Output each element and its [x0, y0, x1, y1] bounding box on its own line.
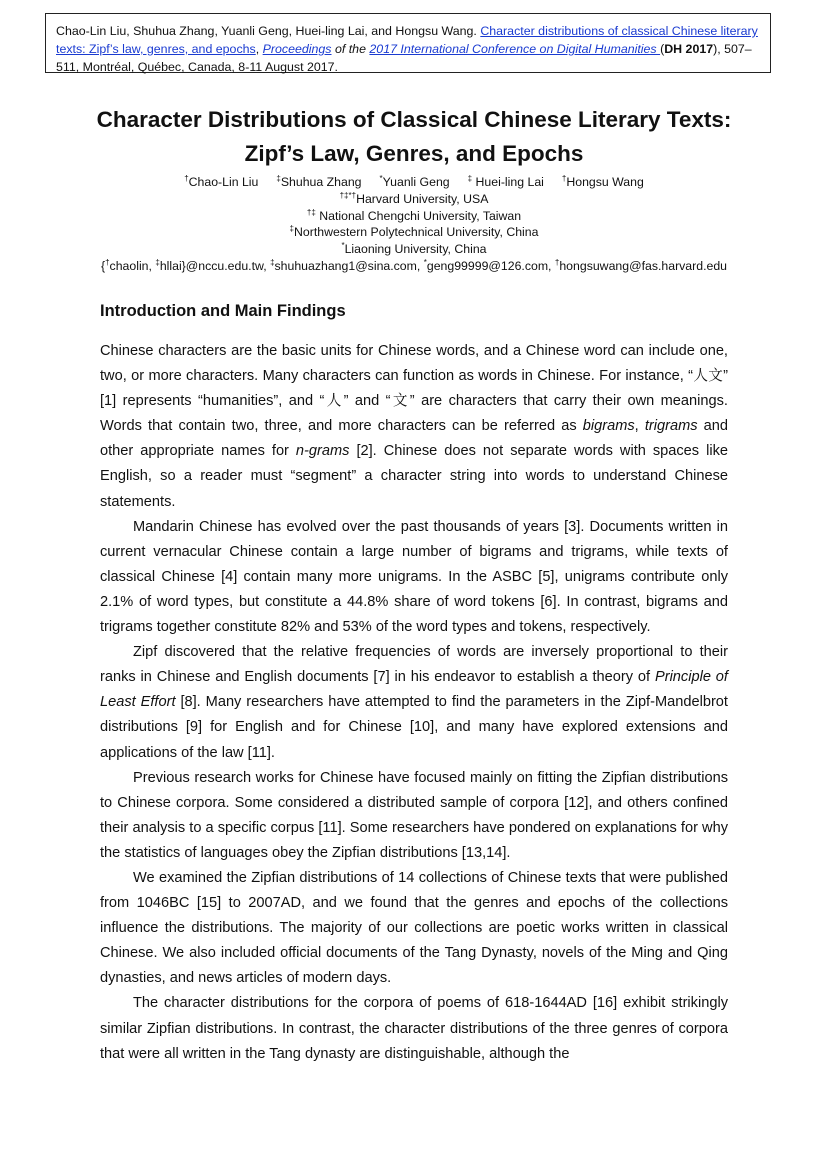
author-name: Shuhua Zhang [280, 175, 362, 189]
author-name: Huei-ling Lai [475, 175, 544, 189]
affiliation-line [40, 208, 788, 225]
affil-mark: † [184, 174, 189, 183]
italic-term: n-grams [295, 443, 350, 460]
citation-separator: , [255, 42, 263, 56]
affiliation-line [40, 224, 788, 241]
citation-authors: Chao-Lin Liu, Shuhua Zhang, Yuanli Geng, Huei-ling Lai, and Hongsu Wang. [56, 24, 481, 38]
paper-title-link[interactable]: Character distributions of classical Chinese literary texts: Zipf’s law, genres, and epochs [56, 24, 758, 56]
italic-term: trigrams [644, 418, 698, 435]
paragraph-5: We examined the Zipfian distributions of 14 collections of Chinese texts that were published from 1046BC [15] to 2007AD, and we found that the genres and epochs of the collections influence the distributions. The majority of our collections are poetic works written in classical Chinese. We also included official documents of the Tang Dynasty, novels of the Ming and Qing dynasties, and news articles of modern days. [100, 869, 728, 987]
paragraph-4: Previous research works for Chinese have focused mainly on fitting the Zipfian distributions to Chinese corpora. Some considered a distributed sample of corpora [12], and others confined their analysis to a specific corpus [11]. Some researchers have pondered on explanations for why the statistics of languages obey the Zipfian distributions [13,14]. [100, 769, 728, 861]
affil-mark: * [341, 241, 345, 251]
author-block [40, 174, 788, 275]
email-text: hongsuwang@fas.harvard.edu [559, 258, 728, 273]
paper-title [60, 103, 768, 171]
author-names [40, 174, 788, 191]
affiliation-text: National Chengchi University, Taiwan [319, 208, 522, 223]
italic-term: Principle of Least Effort [100, 669, 728, 711]
affil-mark: †‡ [306, 207, 316, 217]
citation-box [45, 13, 771, 73]
author-name: Yuanli Geng [382, 175, 450, 189]
affil-mark: †‡*† [339, 190, 357, 200]
paragraph-text: Zipf discovered that the relative frequencies of words are inversely proportional to their ranks in Chinese and English documents [7] in his endeavor to establish a theory of [100, 644, 728, 686]
italic-term: bigrams [582, 418, 635, 435]
citation-of-the: of the [331, 42, 370, 56]
affiliation-text: Harvard University, USA [356, 191, 489, 206]
paragraph-text: [8]. Many researchers have attempted to find the parameters in the Zipf-Mandelbrot distributions [9] for English and for Chinese [10], and many have explored extensions and applications of the law [11]. [100, 694, 728, 761]
proceedings-link[interactable]: Proceedings [262, 42, 332, 56]
section-heading: Introduction and Main Findings [100, 302, 346, 320]
affil-mark: ‡ [270, 257, 275, 267]
affil-mark: ‡ [276, 174, 281, 183]
paragraph-6: The character distributions for the corpora of poems of 618-1644AD [16] exhibit strikingly similar Zipfian distributions. In contrast, the character distributions of the three genres of corpora that were all written in the Tang dynasty are distinguishable, although the [100, 995, 728, 1062]
paragraph-text: Chinese characters are the basic units for Chinese words, and a Chinese word can include one, two, or more characters. Many characters can function as words in Chinese. For instance, “人文” [1] represents “humanities”, and “人” and “文” are characters that carry their own meanings. Words that contain two, three, and more characters can be referred as [100, 343, 728, 435]
paragraph-3 [100, 640, 728, 765]
affil-mark: ‡ [155, 257, 160, 267]
brace: { [100, 258, 106, 273]
paragraph-text: and other appropriate names for [100, 418, 729, 460]
author-name: Chao-Lin Liu [188, 175, 259, 189]
conference-link[interactable]: 2017 International Conference on Digital Humanities [369, 42, 661, 56]
affil-mark: † [105, 257, 110, 267]
affil-mark: † [561, 174, 567, 183]
affil-mark: * [379, 174, 383, 183]
email-text: hllai}@nccu.edu.tw, [159, 258, 271, 273]
citation-pages-location: ), 507–511, Montréal, Québec, Canada, 8-11 August 2017. [56, 42, 752, 74]
email-text: shuhuazhang1@sina.com, [274, 258, 424, 273]
author-name: Hongsu Wang [566, 175, 644, 189]
citation-paren: ( [660, 42, 665, 56]
affiliation-line [40, 191, 788, 208]
affil-mark: ‡ [289, 224, 294, 234]
paragraph-2: Mandarin Chinese has evolved over the past thousands of years [3]. Documents written in current vernacular Chinese contain a large number of bigrams and trigrams, while texts of classical Chinese [4] contain many more unigrams. In the ASBC [5], unigrams contribute only 2.1% of word types, but constitute a 44.8% share of word tokens [6]. In contrast, bigrams and trigrams together constitute 82% and 53% of the word types and tokens, respectively. [100, 518, 728, 636]
affiliation-line [40, 241, 788, 258]
paper-title-line-1: Character Distributions of Classical Chinese Literary Texts: [96, 107, 732, 132]
paragraph-text: [2]. Chinese does not separate words with spaces like English, so a reader must “segment” a character string into words to understand Chinese statements. [100, 443, 728, 510]
author-emails [40, 258, 788, 275]
affil-mark: † [554, 257, 560, 267]
citation-dh-label: DH 2017 [664, 42, 714, 56]
affiliation-text: Liaoning University, China [344, 242, 487, 257]
affiliation-text: Northwestern Polytechnical University, China [294, 225, 539, 240]
paragraph-text: , [634, 418, 645, 435]
affil-mark: * [423, 257, 427, 267]
affil-mark: ‡ [467, 174, 473, 183]
paragraph-1 [100, 339, 728, 515]
email-text: geng99999@126.com, [426, 258, 555, 273]
paper-title-line-2: Zipf’s Law, Genres, and Epochs [244, 141, 584, 166]
body-text [100, 339, 728, 1067]
email-text: chaolin, [109, 258, 156, 273]
